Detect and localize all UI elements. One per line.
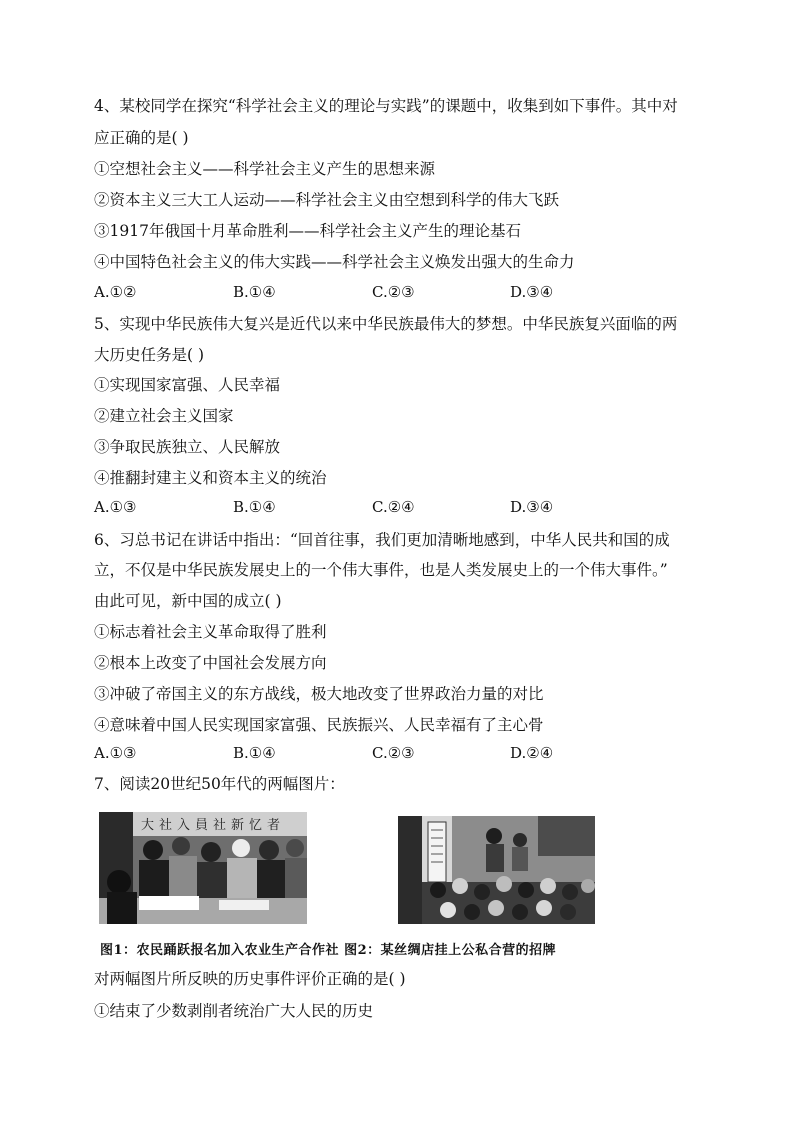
figure-1-banner-text: 大社入員社新忆者	[141, 818, 286, 833]
q6-option-a[interactable]: A.①③	[94, 744, 137, 762]
q4-stem-line-1: 4、某校同学在探究“科学社会主义的理论与实践”的课题中，收集到如下事件。其中对	[94, 97, 678, 115]
q7-item-1: ①结束了少数剥削者统治广大人民的历史	[94, 1002, 374, 1020]
q4-item-2: ②资本主义三大工人运动——科学社会主义由空想到科学的伟大飞跃	[94, 191, 560, 209]
figure-2-image	[398, 816, 595, 924]
q7-stem-line-1: 7、阅读20世纪50年代的两幅图片：	[94, 775, 345, 793]
q4-options	[94, 283, 714, 305]
q5-stem-line-2: 大历史任务是( )	[94, 346, 205, 364]
q4-item-1: ①空想社会主义——科学社会主义产生的思想来源	[94, 160, 436, 178]
q6-stem-line-1: 6、习总书记在讲话中指出：“回首往事，我们更加清晰地感到，中华人民共和国的成	[94, 531, 670, 549]
figure-caption: 图1：农民踊跃报名加入农业生产合作社 图2：某丝绸店挂上公私合营的招牌	[100, 943, 557, 958]
q6-item-4: ④意味着中国人民实现国家富强、民族振兴、人民幸福有了主心骨	[94, 716, 544, 734]
q5-options	[94, 498, 714, 520]
figure-2-photo	[398, 816, 595, 924]
q6-item-3: ③冲破了帝国主义的东方战线，极大地改变了世界政治力量的对比	[94, 685, 544, 703]
q6-item-2: ②根本上改变了中国社会发展方向	[94, 654, 327, 672]
q5-item-1: ①实现国家富强、人民幸福	[94, 376, 281, 394]
q4-item-3: ③1917年俄国十月革命胜利——科学社会主义产生的理论基石	[94, 222, 521, 240]
q4-option-d[interactable]: D.③④	[510, 283, 554, 301]
q5-stem-line-1: 5、实现中华民族伟大复兴是近代以来中华民族最伟大的梦想。中华民族复兴面临的两	[94, 315, 678, 333]
q5-item-2: ②建立社会主义国家	[94, 407, 234, 425]
q6-options	[94, 744, 714, 766]
q5-option-b[interactable]: B.①④	[233, 498, 276, 516]
q6-option-b[interactable]: B.①④	[233, 744, 276, 762]
q5-item-3: ③争取民族独立、人民解放	[94, 438, 281, 456]
q6-option-c[interactable]: C.②③	[372, 744, 415, 762]
q5-option-c[interactable]: C.②④	[372, 498, 415, 516]
q5-option-d[interactable]: D.③④	[510, 498, 554, 516]
q4-option-b[interactable]: B.①④	[233, 283, 276, 301]
q6-item-1: ①标志着社会主义革命取得了胜利	[94, 623, 327, 641]
figure-1-photo	[99, 812, 307, 924]
q6-option-d[interactable]: D.②④	[510, 744, 554, 762]
q6-stem-line-3: 由此可见，新中国的成立( )	[94, 592, 282, 610]
q4-option-a[interactable]: A.①②	[94, 283, 137, 301]
q4-stem-line-2: 应正确的是( )	[94, 129, 189, 147]
q7-stem-line-2: 对两幅图片所反映的历史事件评价正确的是( )	[94, 970, 406, 988]
q5-option-a[interactable]: A.①③	[94, 498, 137, 516]
figure-1-image	[99, 812, 307, 924]
q4-item-4: ④中国特色社会主义的伟大实践——科学社会主义焕发出强大的生命力	[94, 253, 575, 271]
q4-option-c[interactable]: C.②③	[372, 283, 415, 301]
q5-item-4: ④推翻封建主义和资本主义的统治	[94, 469, 327, 487]
q6-stem-line-2: 立，不仅是中华民族发展史上的一个伟大事件，也是人类发展史上的一个伟大事件。”	[94, 561, 668, 579]
